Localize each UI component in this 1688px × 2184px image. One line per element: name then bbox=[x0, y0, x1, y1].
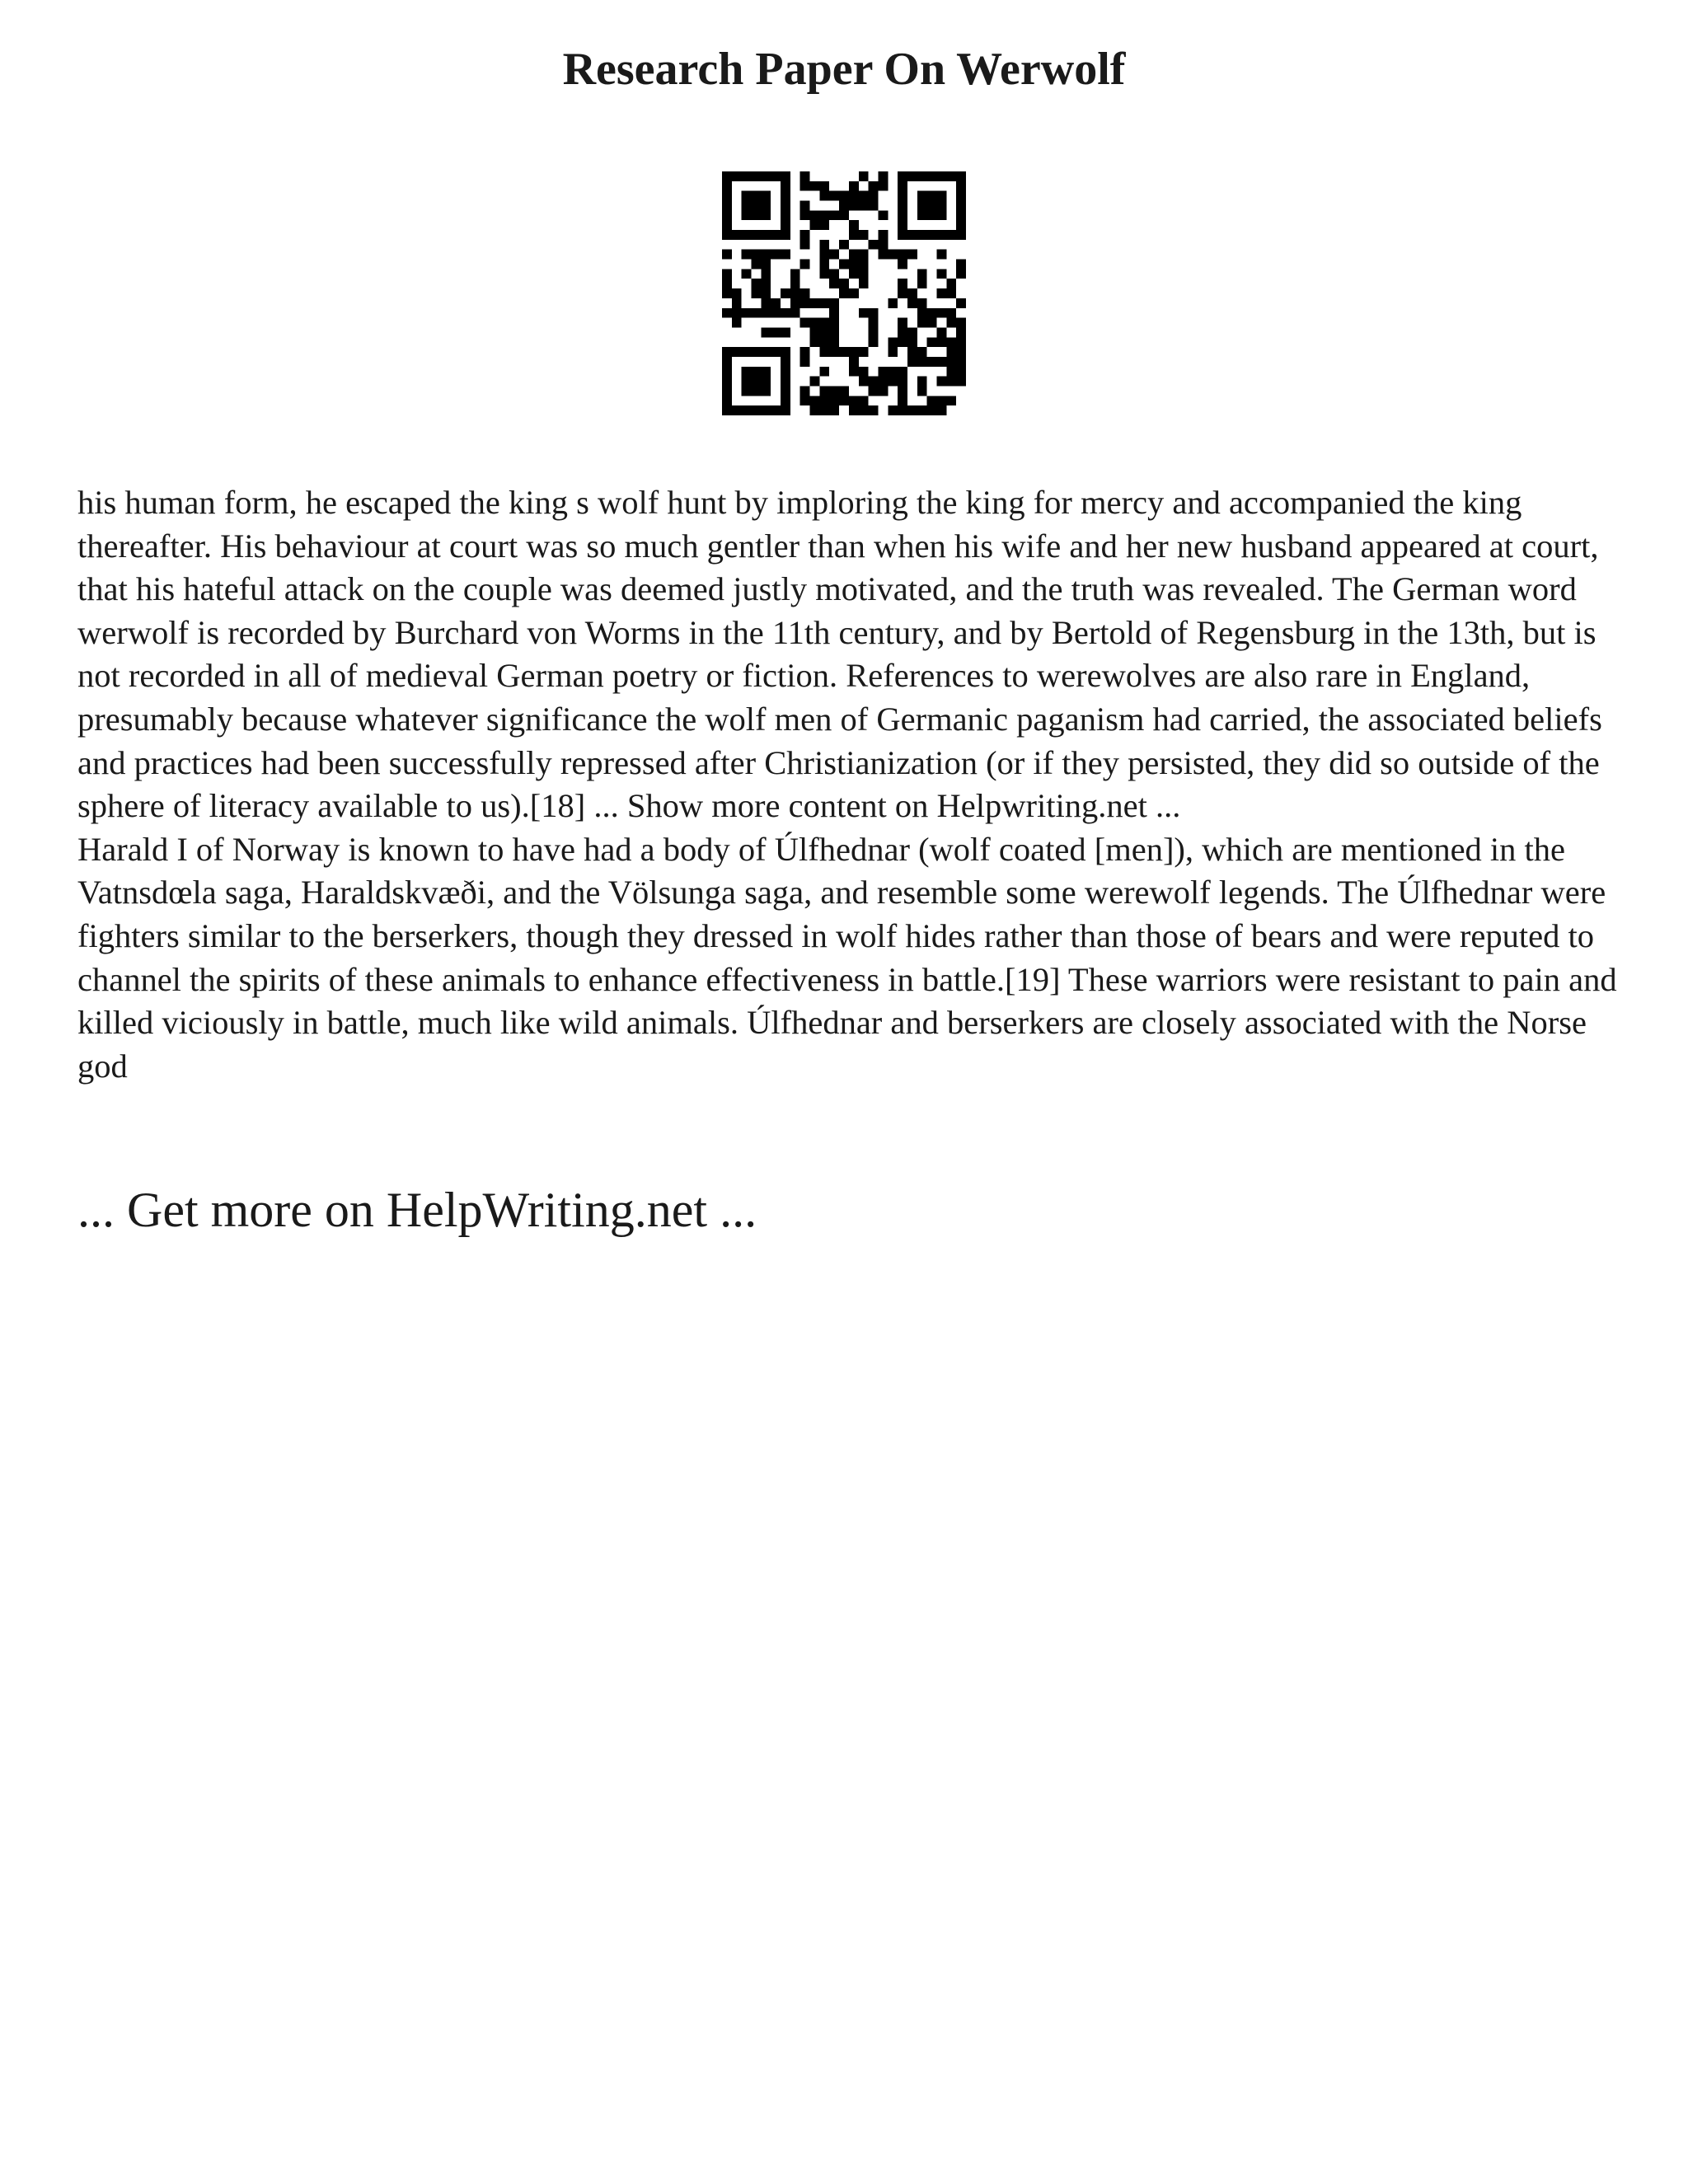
qr-code-icon bbox=[722, 171, 966, 415]
get-more-link[interactable]: ... Get more on HelpWriting.net ... bbox=[77, 1183, 757, 1237]
paragraph-1: his human form, he escaped the king s wolf hunt by imploring the king for mercy and accompanied the king thereafter. His behaviour at court was so much gentler than when his wife and her new husband appeared at court, that his hateful attack on the couple was deemed justly motivated, and the truth was revealed. The German word werwolf is recorded by Burchard von Worms in the 11th century, and by Bertold of Regensburg in the 13th, but is not recorded in all of medieval German poetry or fiction. References to werewolves are also rare in England, presumably because whatever significance the wolf men of Germanic paganism had carried, the associated beliefs and practices had been successfully repressed after Christianization (or if they persisted, they did so outside of the sphere of literacy available to us).[18] ... Show more content on Helpwriting.net ... bbox=[77, 484, 1602, 825]
article-body bbox=[77, 481, 1627, 1088]
paragraph-2: Harald I of Norway is known to have had a body of Úlfhednar (wolf coated [men]), which are mentioned in the Vatnsdœla saga, Haraldskvæði, and the Völsunga saga, and resemble some werewolf legends. The Úlfhednar were fighters similar to the berserkers, though they dressed in wolf hides rather than those of bears and were reputed to channel the spirits of these animals to enhance effectiveness in battle.[19] These warriors were resistant to pain and killed viciously in battle, much like wild animals. Úlfhednar and berserkers are closely associated with the Norse god bbox=[77, 830, 1617, 1085]
page-title: Research Paper On Werwolf bbox=[562, 44, 1126, 95]
